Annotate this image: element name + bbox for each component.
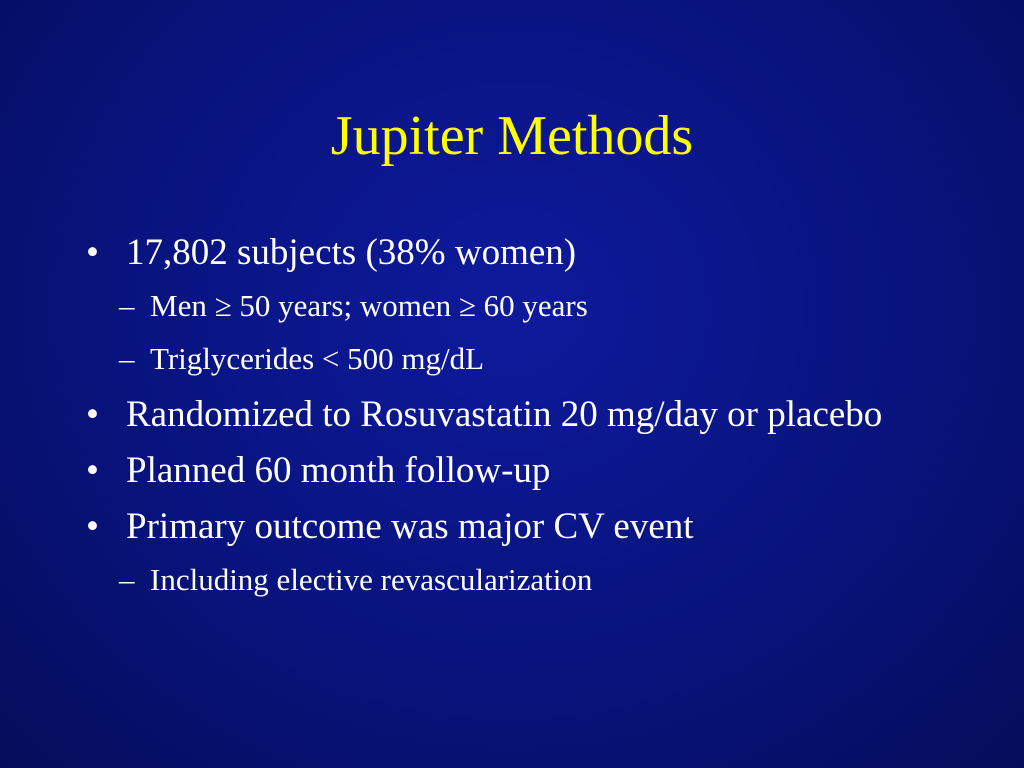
sub-bullet-item <box>119 332 962 385</box>
sub-bullet-list <box>119 553 962 606</box>
bullet-text: Primary outcome was major CV event <box>126 506 694 547</box>
slide-title: Jupiter Methods <box>330 105 694 167</box>
bullet-marker: • <box>86 394 99 435</box>
bullet-marker: • <box>86 232 99 273</box>
bullet-item <box>82 388 962 441</box>
sub-bullet-text: Including elective revascularization <box>150 562 593 597</box>
sub-bullet-marker: – <box>119 341 135 376</box>
sub-bullet-text: Men ≥ 50 years; women ≥ 60 years <box>150 288 588 323</box>
bullet-text: 17,802 subjects (38% women) <box>126 232 577 273</box>
bullet-item <box>82 444 962 497</box>
bullet-text: Randomized to Rosuvastatin 20 mg/day or placebo <box>126 394 883 435</box>
sub-bullet-item <box>119 279 962 332</box>
bullet-text: Planned 60 month follow-up <box>126 450 551 491</box>
bullet-item <box>82 500 962 606</box>
bullet-marker: • <box>86 450 99 491</box>
bullet-list <box>82 226 962 609</box>
bullet-marker: • <box>86 506 99 547</box>
sub-bullet-item <box>119 553 962 606</box>
sub-bullet-marker: – <box>119 288 135 323</box>
sub-bullet-marker: – <box>119 562 135 597</box>
bullet-item <box>82 226 962 385</box>
sub-bullet-text: Triglycerides < 500 mg/dL <box>150 341 485 376</box>
sub-bullet-list <box>119 279 962 385</box>
